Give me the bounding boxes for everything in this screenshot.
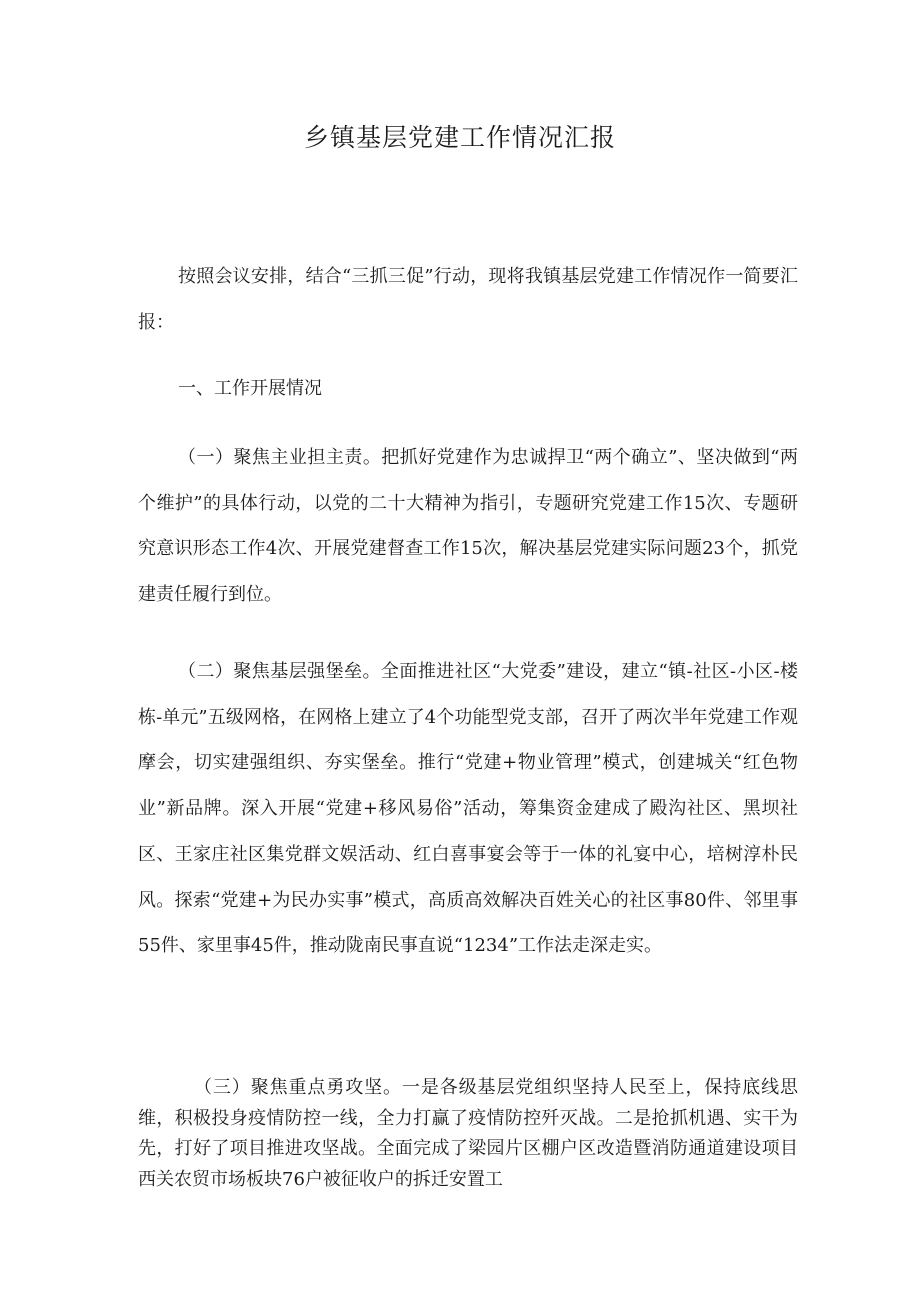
paragraph-key-tasks: （三）聚焦重点勇攻坚。一是各级基层党组织坚持人民至上，保持底线思维，积极投身疫情防控一线，全力打赢了疫情防控歼灭战。二是抢抓机遇、实干为先，打好了项目推进攻坚战。全面完成了梁园片区棚户区改造暨消防通道建设项目西关农贸市场板块76户被征收户的拆迁安置工 <box>138 1077 798 1190</box>
paragraph-focus-main-duty: （一）聚焦主业担主责。把抓好党建作为忠诚捍卫“两个确立”、坚决做到“两个维护”的具体行动，以党的二十大精神为指引，专题研究党建工作15次、专题研究意识形态工作4次、开展党建督查工作15次，解决基层党建实际问题23个，抓党建责任履行到位。 <box>138 447 798 606</box>
paragraph-grassroots-fortress: （二）聚焦基层强堡垒。全面推进社区“大党委”建设，建立“镇-社区-小区-楼栋-单元”五级网格，在网格上建立了4个功能型党支部，召开了两次半年党建工作观摩会，切实建强组织、夯实堡垒。推行“党建+物业管理”模式，创建城关“红色物业”新品牌。深入开展“党建+移风易俗”活动，筹集资金建成了殿沟社区、黑坝社区、王家庄社区集党群文娱活动、红白喜事宴会等于一体的礼宴中心，培树淳朴民风。探索“党建+为民办实事”模式，高质高效解决百姓关心的社区事80件、邻里事55件、家里事45件，推动陇南民事直说“1234”工作法走深走实。 <box>138 661 798 957</box>
intro-paragraph: 按照会议安排，结合“三抓三促”行动，现将我镇基层党建工作情况作一简要汇报： <box>138 266 798 333</box>
document-title: 乡镇基层党建工作情况汇报 <box>303 123 616 152</box>
section-heading: 一、工作开展情况 <box>178 378 322 399</box>
